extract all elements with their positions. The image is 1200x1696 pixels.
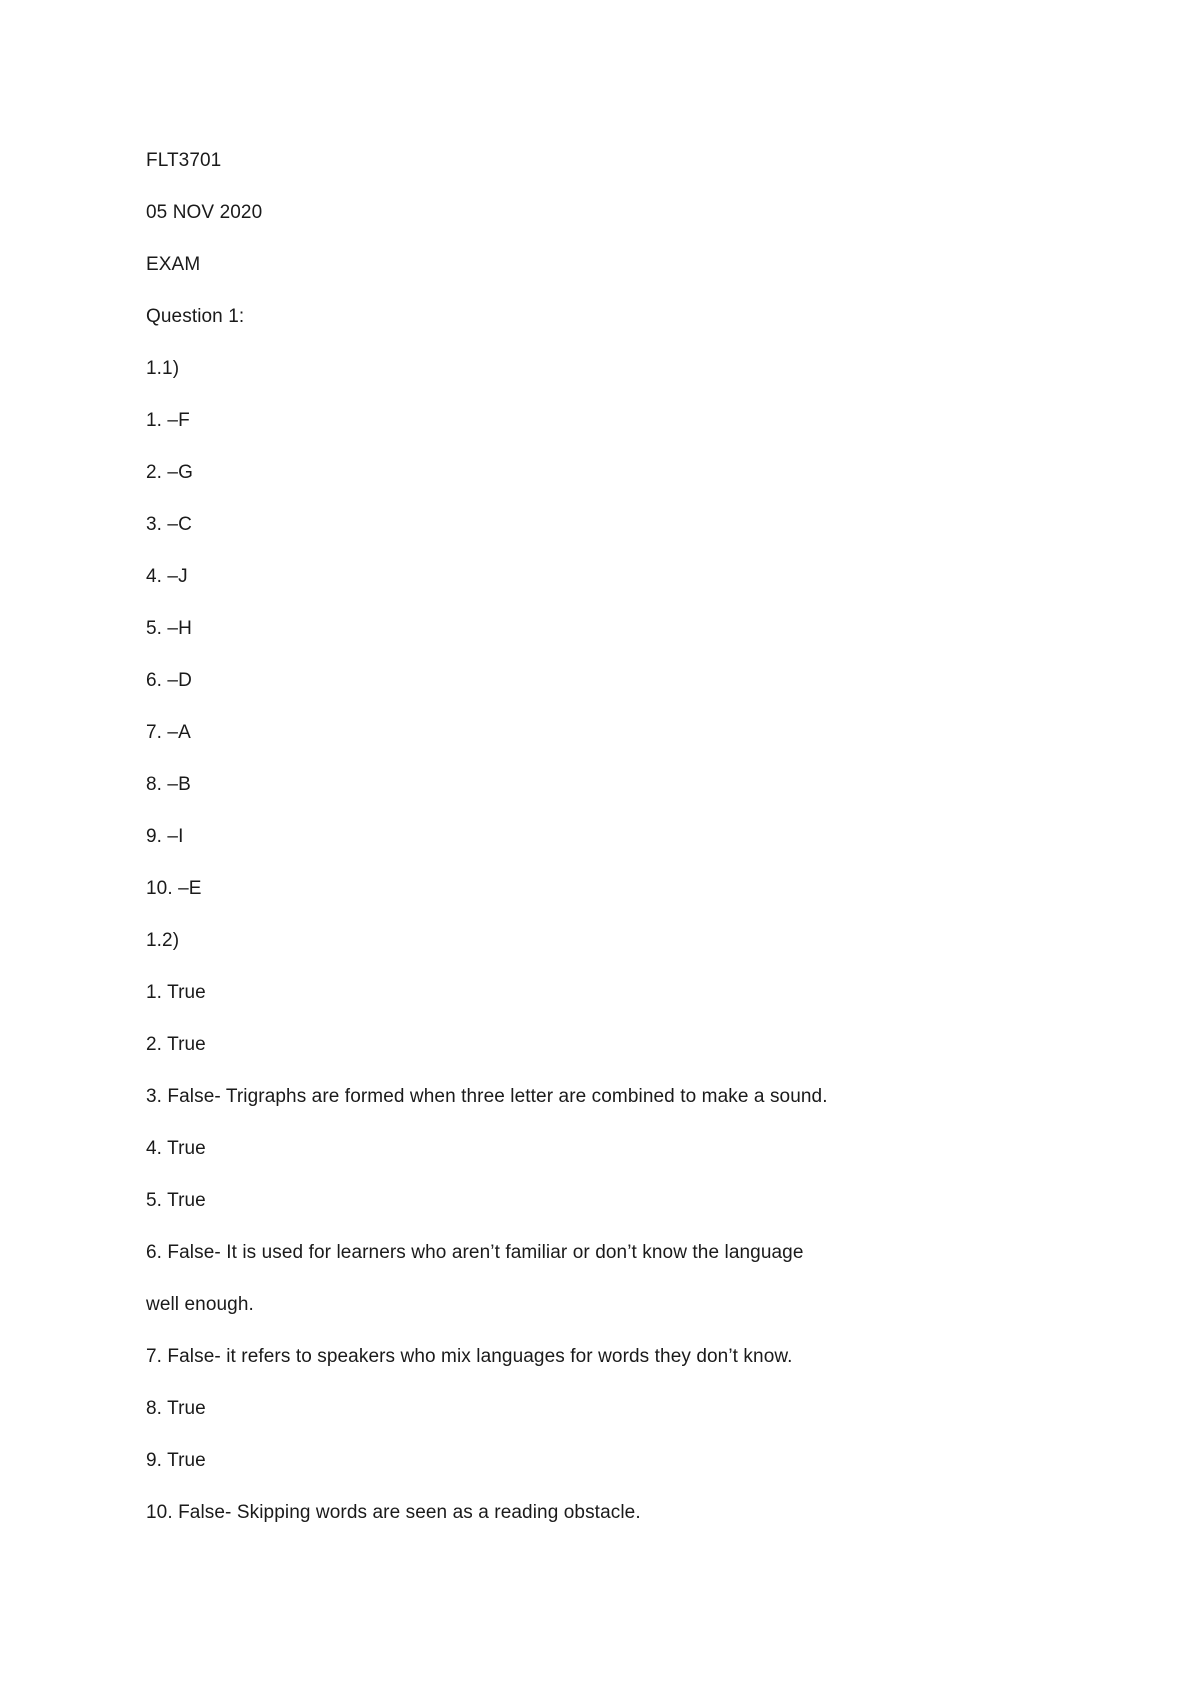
answer-1-1-item: 4. –J (146, 566, 188, 587)
answer-1-1-item: 7. –A (146, 722, 191, 743)
question-heading: Question 1: (146, 306, 245, 327)
answer-1-1-item: 6. –D (146, 670, 192, 691)
exam-date: 05 NOV 2020 (146, 202, 263, 223)
section-label-1-2: 1.2) (146, 930, 180, 951)
answer-1-1-item: 10. –E (146, 878, 202, 899)
answer-1-2-item: 4. True (146, 1138, 206, 1159)
answer-1-2-item: 3. False- Trigraphs are formed when three letter are combined to make a sound. (146, 1086, 828, 1107)
answer-1-2-item-continuation: well enough. (146, 1294, 254, 1315)
answer-1-2-item: 9. True (146, 1450, 206, 1471)
section-label-1-1: 1.1) (146, 358, 180, 379)
answer-1-2-item: 5. True (146, 1190, 206, 1211)
exam-label: EXAM (146, 254, 201, 275)
answer-1-2-item: 1. True (146, 982, 206, 1003)
answer-1-2-item: 2. True (146, 1034, 206, 1055)
answer-1-1-item: 3. –C (146, 514, 192, 535)
answer-1-2-item: 8. True (146, 1398, 206, 1419)
answer-1-1-item: 5. –H (146, 618, 192, 639)
answer-1-1-item: 1. –F (146, 410, 190, 431)
answer-1-2-item: 6. False- It is used for learners who aren’t familiar or don’t know the language (146, 1242, 804, 1263)
course-code: FLT3701 (146, 150, 222, 171)
answer-1-1-item: 9. –I (146, 826, 184, 847)
answer-1-2-item: 10. False- Skipping words are seen as a reading obstacle. (146, 1502, 641, 1523)
answer-1-1-item: 8. –B (146, 774, 191, 795)
answer-1-1-item: 2. –G (146, 462, 193, 483)
answer-1-2-item: 7. False- it refers to speakers who mix languages for words they don’t know. (146, 1346, 793, 1367)
